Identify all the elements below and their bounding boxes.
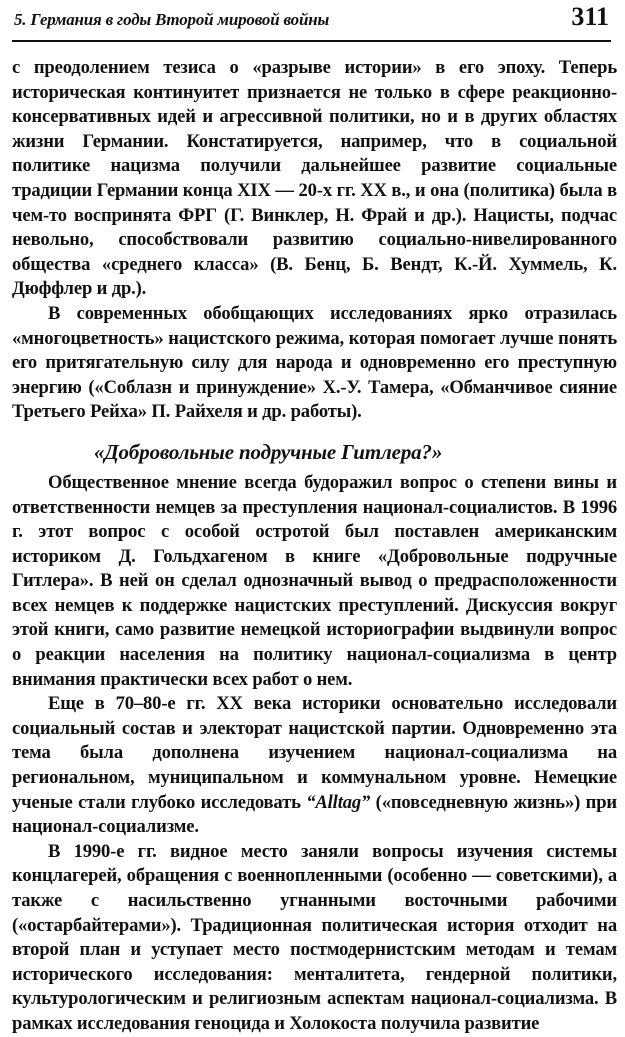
body-text — [12, 56, 617, 1037]
alltag-term: “Alltag” — [306, 791, 371, 813]
section-heading: «Добровольные подручные Гитлера?» — [94, 439, 443, 464]
paragraph — [12, 692, 617, 840]
paragraph-continuation: с преодолением тезиса о «разрыве истории» в его эпоху. Теперь историческая континуитет признается не только в сфере реакционно-консервативных идей и агрессивной политики, но и в других областях жизни Германии. Констатируется, например, что в социальной политике нацизма получили дальнейшее развитие социальные традиции Германии конца XIX — 20-х гг. XX в., и она (политика) была в чем-то воспринята ФРГ (Г. Винклер, Н. Фрай и др.). Нацисты, подчас невольно, способствовали развитию социально-нивелированного общества «среднего класса» (В. Бенц, Б. Вендт, К.-Й. Хуммель, К. Дюффлер и др.). — [12, 57, 617, 300]
paragraph: В 1990-е гг. видное место заняли вопросы изучения системы концлагерей, обращения с военнопленными (особенно — советскими), а также с насильственно угнанными восточными рабочими («остарбайтерами»). Традиционная политическая история отходит на второй план и уступает место постмодернистским методам и темам исторического исследования: менталитета, гендерной политики, культурологическим и религиозным аспектам национал-социализма. В рамках исследования геноцида и Холокоста получила развитие — [12, 840, 617, 1034]
running-title: 5. Германия в годы Второй мировой войны — [14, 10, 330, 29]
paragraph-text-end: («повседневную жизнь») при национал-социализме. — [12, 791, 617, 838]
paragraph-text: Еще в 70–80-е гг. XX века историки основательно исследовали социальный состав и электорат нацистской партии. Одновременно эта тема была дополнена изучением национал-социализма на региональном, муниципальном и коммунальном уровне. Немецкие ученые стали глубоко исследовать — [12, 693, 617, 813]
running-head — [12, 0, 611, 42]
paragraph: Общественное мнение всегда будоражил вопрос о степени вины и ответственности немцев за преступления национал-социалистов. В 1996 г. этот вопрос с особой остротой был поставлен американским историком Д. Гольдхагеном в книге «Добровольные подручные Гитлера». В ней он сделал однозначный вывод о предрасположенности всех немцев к поддержке нацистских преступлений. Дискуссия вокруг этой книги, само развитие немецкой историографии выдвинули вопрос о реакции населения на политику национал-социализма в центр внимания практически всех работ о нем. — [12, 471, 617, 690]
page-number: 311 — [571, 2, 609, 31]
paragraph: В современных обобщающих исследованиях ярко отразилась «многоцветность» нацистского режима, которая помогает лучше понять его притягательную силу для народа и одновременно его преступную энергию («Соблазн и принуждение» Х.-У. Тамера, «Обманчивое сияние Третьего Рейха» П. Райхеля и др. работы). — [12, 302, 617, 423]
